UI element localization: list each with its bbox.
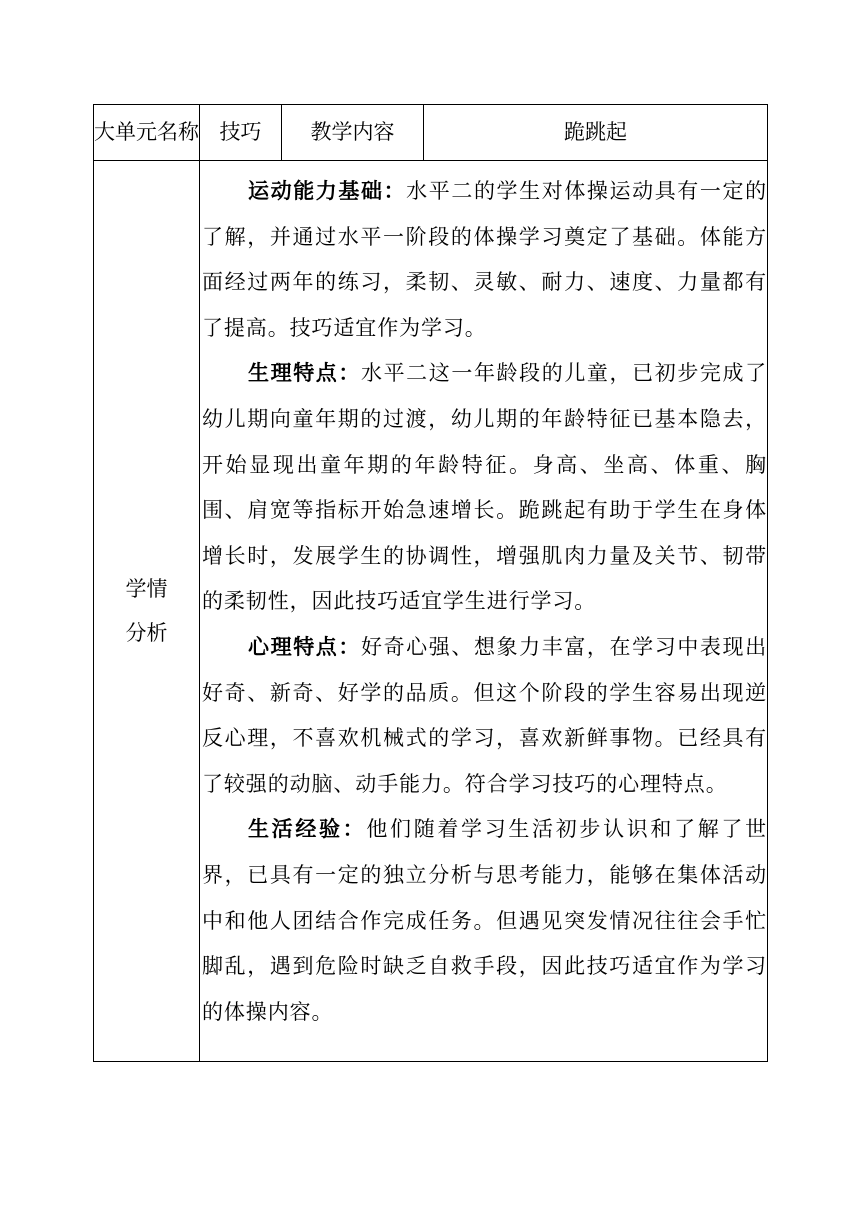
teaching-content-value: 跪跳起 xyxy=(424,105,768,161)
analysis-label-cell xyxy=(94,161,200,1062)
section-title: 生活经验： xyxy=(248,817,367,842)
section-text: 水平二这一年龄段的儿童，已初步完成了幼儿期向童年期的过渡，幼儿期的年龄特征已基本隐去，开始显现出童年期的年龄特征。身高、坐高、体重、胸围、肩宽等指标开始急速增长。跪跳起有助于学生在身体增长时，发展学生的协调性，增强肌肉力量及关节、韧带的柔韧性，因此技巧适宜学生进行学习。 xyxy=(202,361,768,614)
section-text: 他们随着学习生活初步认识和了解了世界，已具有一定的独立分析与思考能力，能够在集体活动中和他人团结合作完成任务。但遇见突发情况往往会手忙脚乱，遇到危险时缺乏自救手段，因此技巧适宜作为学习的体操内容。 xyxy=(202,817,767,1024)
section-text: 好奇心强、想象力丰富，在学习中表现出好奇、新奇、好学的品质。但这个阶段的学生容易出现逆反心理，不喜欢机械式的学习，喜欢新鲜事物。已经具有了较强的动脑、动手能力。符合学习技巧的心理特点。 xyxy=(202,634,768,796)
section-title: 生理特点： xyxy=(248,361,361,386)
unit-name-value: 技巧 xyxy=(200,105,282,161)
teaching-content-label: 教学内容 xyxy=(282,105,424,161)
analysis-content xyxy=(200,161,767,1035)
section-physiology xyxy=(202,351,767,625)
lesson-plan-table xyxy=(93,104,768,1062)
unit-name-label: 大单元名称 xyxy=(94,105,200,161)
analysis-row xyxy=(94,161,768,1062)
section-text: 水平二的学生对体操运动具有一定的了解，并通过水平一阶段的体操学习奠定了基础。体能方面经过两年的练习，柔韧、灵敏、耐力、速度、力量都有了提高。技巧适宜作为学习。 xyxy=(202,179,767,340)
section-psychology xyxy=(202,625,767,807)
analysis-content-cell xyxy=(200,161,768,1062)
section-motor-ability xyxy=(202,169,767,351)
table-header-row xyxy=(94,105,768,161)
section-title: 心理特点： xyxy=(248,634,361,659)
analysis-label-line1: 学情 xyxy=(125,577,168,601)
analysis-label-line2: 分析 xyxy=(125,621,168,645)
section-title: 运动能力基础： xyxy=(248,179,407,203)
section-life-experience xyxy=(202,807,767,1035)
